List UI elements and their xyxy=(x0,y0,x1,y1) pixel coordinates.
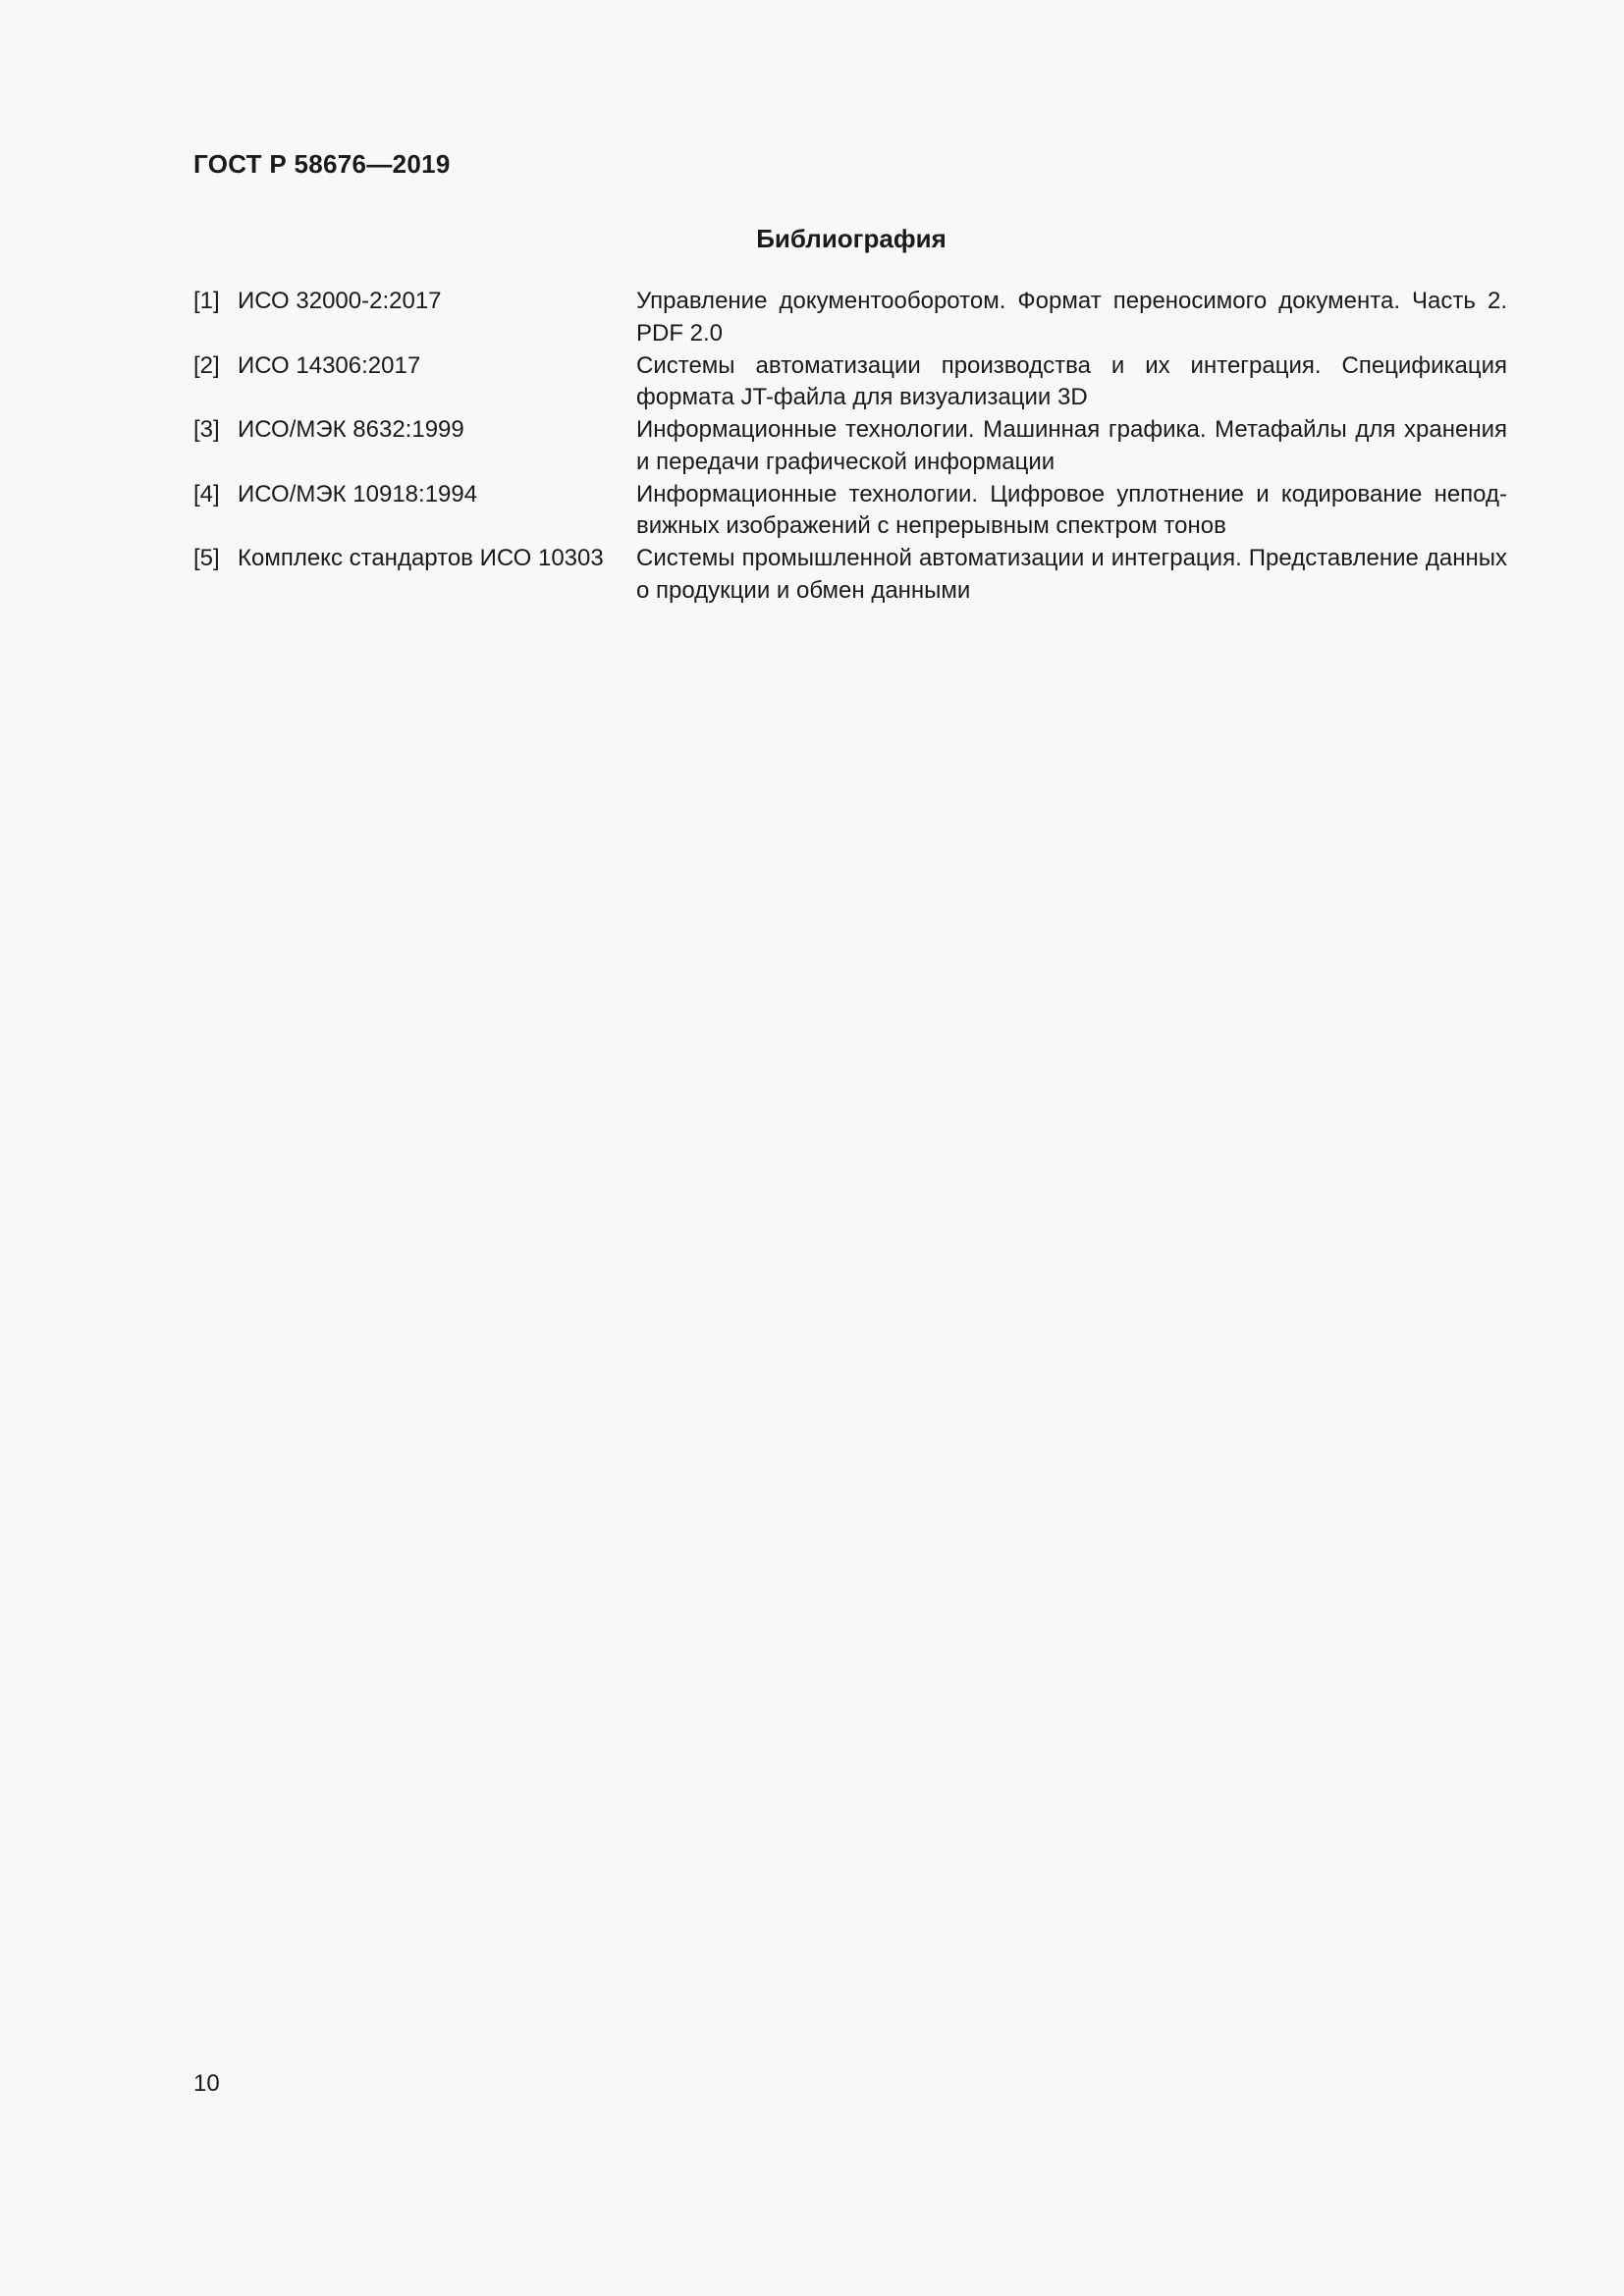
bibliography-entry xyxy=(193,286,1507,349)
page-number: 10 xyxy=(193,2070,220,2097)
bibliography-entry xyxy=(193,414,1507,478)
entry-title: Информационные технологии. Машинная графика. Метафайлы для хранения и передачи графической информации xyxy=(636,416,1507,475)
entry-standard: ИСО/МЭК 10918:1994 xyxy=(238,480,478,507)
section-title: Библиография xyxy=(756,224,947,253)
entry-standard: ИСО/МЭК 8632:1999 xyxy=(238,416,464,443)
entry-number: [2] xyxy=(193,351,220,379)
entry-standard: ИСО 14306:2017 xyxy=(238,351,421,379)
entry-number: [3] xyxy=(193,416,220,443)
bibliography-list xyxy=(193,286,1507,608)
entry-standard: ИСО 32000-2:2017 xyxy=(238,288,442,314)
entry-title: Управление документооборотом. Формат переносимого документа. Часть 2. PDF 2.0 xyxy=(636,288,1507,347)
bibliography-entry xyxy=(193,350,1507,414)
entry-number: [5] xyxy=(193,545,220,571)
entry-number: [4] xyxy=(193,480,220,507)
entry-standard: Комплекс стандартов ИСО 10303 xyxy=(238,545,604,571)
document-code: ГОСТ Р 58676—2019 xyxy=(193,149,451,179)
bibliography-entry xyxy=(193,479,1507,543)
entry-title: Системы промышленной автоматизации и интеграция. Представление данных о продукции и обмен данными xyxy=(636,545,1507,604)
entry-number: [1] xyxy=(193,288,220,314)
bibliography-entry xyxy=(193,543,1507,607)
entry-title: Системы автоматизации производства и их интеграция. Спецификация формата JT-файла для визуализации 3D xyxy=(636,351,1507,410)
entry-title: Информационные технологии. Цифровое уплотнение и кодирование неподвижных изображений с непрерывным спектром тонов xyxy=(636,480,1507,539)
